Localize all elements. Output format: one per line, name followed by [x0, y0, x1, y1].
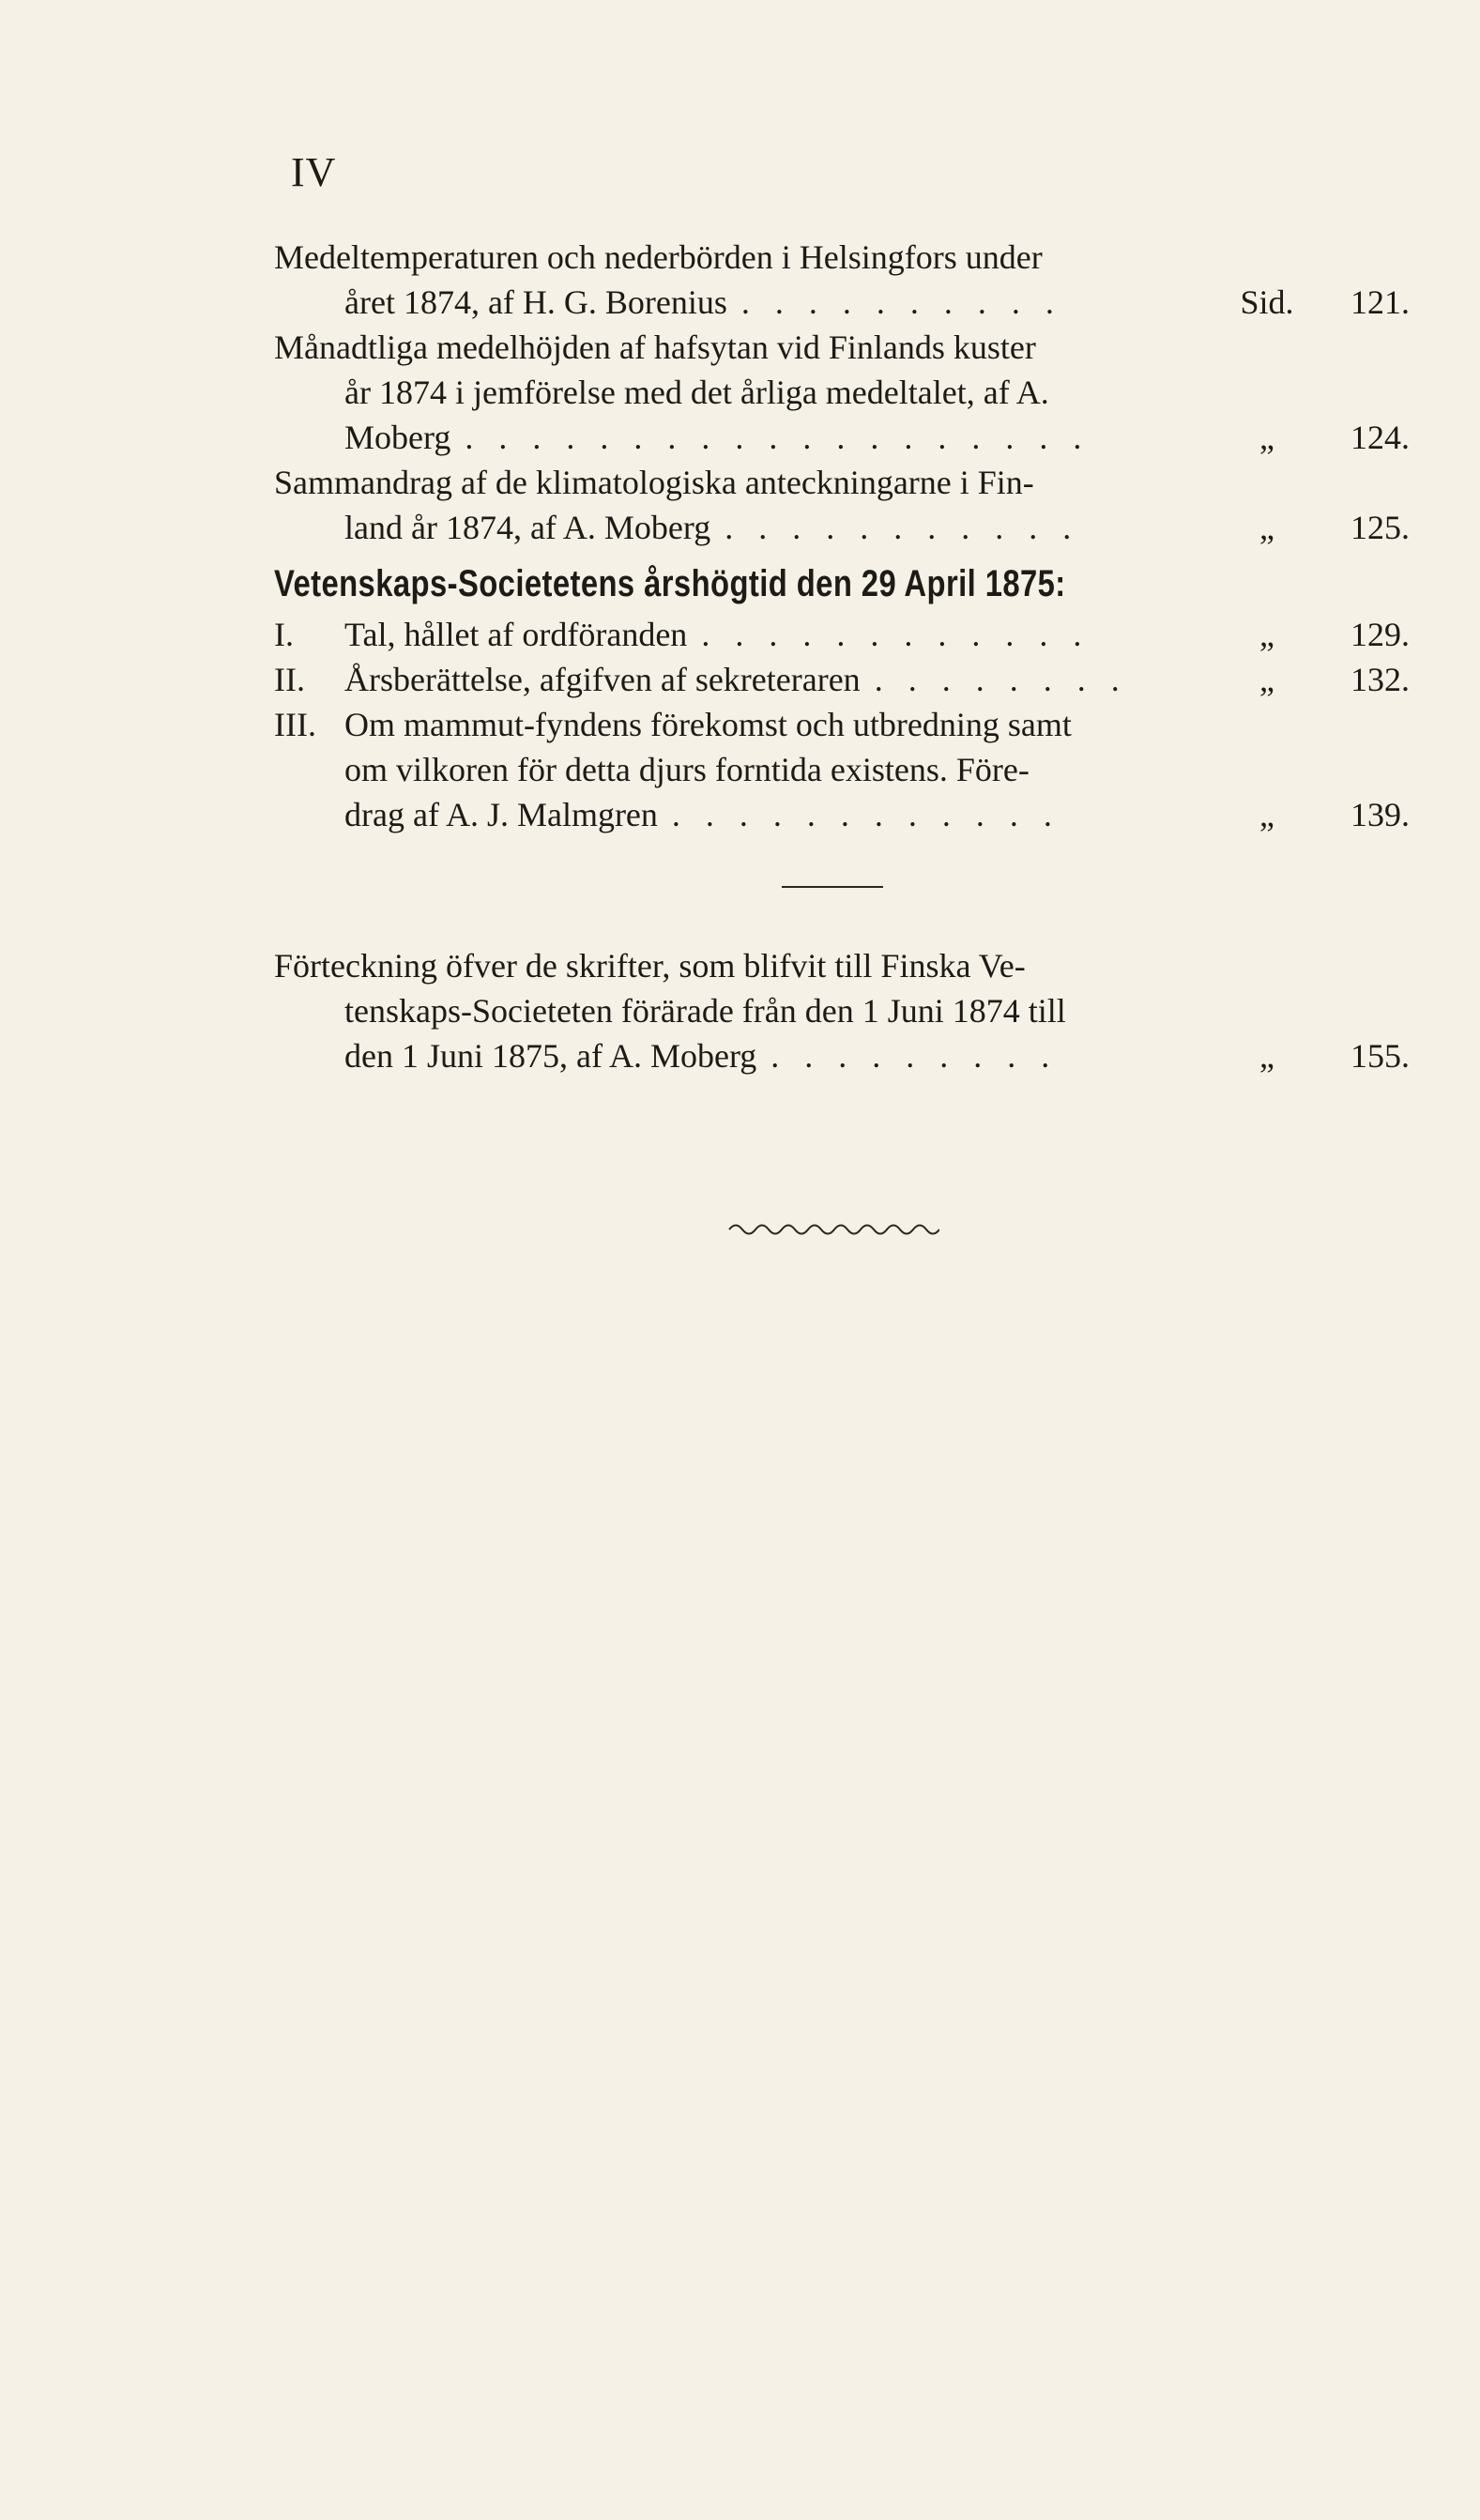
- entry-line: [274, 702, 1410, 747]
- entry-line-last: [274, 1033, 1410, 1078]
- entry-line-last: [274, 792, 1410, 837]
- entry-title-end: Årsberättelse, afgifven af sekreteraren: [344, 661, 861, 698]
- entry-title-end: året 1874, af H. G. Borenius: [344, 283, 727, 321]
- toc-entry-medeltemperaturen: [274, 235, 1410, 325]
- entry-line-last: [274, 505, 1410, 550]
- entry-title-end: Tal, hållet af ordföranden: [344, 616, 688, 653]
- page-ref: 129.: [1350, 616, 1410, 653]
- ditto-mark: „: [1259, 419, 1274, 456]
- toc-entry-tal: [274, 612, 1410, 657]
- ditto-mark: „: [1259, 1037, 1274, 1075]
- leader-dots: . . . . . . . . . .: [740, 283, 1062, 321]
- entry-line-last: [274, 280, 1410, 325]
- page-ref: 124.: [1350, 419, 1410, 456]
- page-ref: 139.: [1350, 796, 1410, 833]
- leader-dots: . . . . . . . . . . . .: [701, 616, 1091, 653]
- toc-entry-manadtliga: [274, 325, 1410, 460]
- entry-title-end: land år 1874, af A. Moberg: [344, 509, 711, 546]
- section-heading: Vetenskaps-Societetens årshögtid den 29 April 1875:: [274, 563, 1066, 604]
- leader-dots: . . . . . . . . . . . . . . . . . . .: [465, 419, 1091, 456]
- entry-number: III.: [274, 706, 316, 743]
- entry-title-end: den 1 Juni 1875, af A. Moberg: [344, 1037, 757, 1075]
- page-number: IV: [291, 149, 337, 195]
- toc-entry-sammandrag: [274, 460, 1410, 550]
- wavy-ornament-icon: [727, 1216, 939, 1239]
- entry-title: Om mammut-fyndens förekomst och utbredning samt: [344, 706, 1072, 743]
- leader-dots: . . . . . . . . .: [771, 1037, 1059, 1075]
- entry-line: år 1874 i jemförelse med det årliga medeltalet, af A.: [344, 374, 1049, 411]
- page-ref: 121.: [1350, 283, 1410, 321]
- ditto-mark: „: [1259, 509, 1274, 546]
- table-of-contents: [274, 235, 1410, 837]
- entry-line-last: [274, 612, 1410, 657]
- entry-line: Förteckning öfver de skrifter, som blifvit till Finska Ve-: [274, 947, 1026, 985]
- page-ref: 132.: [1350, 661, 1410, 698]
- entry-title-end: Moberg: [344, 419, 451, 456]
- entry-line: Månadtliga medelhöjden af hafsytan vid Finlands kuster: [274, 328, 1036, 366]
- entry-line-last: [274, 415, 1410, 460]
- sid-label: Sid.: [1240, 283, 1294, 321]
- leader-dots: . . . . . . . . . . . .: [671, 796, 1060, 833]
- table-of-contents-appendix: [274, 943, 1410, 1078]
- leader-dots: . . . . . . . . . . .: [725, 509, 1080, 546]
- entry-number: II.: [274, 661, 305, 698]
- ditto-mark: „: [1259, 616, 1274, 653]
- entry-line: om vilkoren för detta djurs forntida existens. Före-: [344, 751, 1030, 788]
- entry-line: tenskaps-Societeten förärade från den 1 Juni 1874 till: [344, 992, 1066, 1030]
- page-ref: 155.: [1350, 1037, 1410, 1075]
- leader-dots: . . . . . . . .: [874, 661, 1128, 698]
- entry-line: Medeltemperaturen och nederbörden i Helsingfors under: [274, 238, 1043, 276]
- entry-line-last: [274, 657, 1410, 702]
- entry-title-end: drag af A. J. Malmgren: [344, 796, 658, 833]
- toc-entry-arsberattelse: [274, 657, 1410, 702]
- page-ref: 125.: [1350, 509, 1410, 546]
- ditto-mark: „: [1259, 661, 1274, 698]
- section-divider: [782, 886, 883, 888]
- entry-line: Sammandrag af de klimatologiska anteckningarne i Fin-: [274, 464, 1034, 501]
- entry-number: I.: [274, 616, 294, 653]
- ditto-mark: „: [1259, 796, 1274, 833]
- toc-entry-forteckning: [274, 943, 1410, 1078]
- toc-entry-mammut: [274, 702, 1410, 837]
